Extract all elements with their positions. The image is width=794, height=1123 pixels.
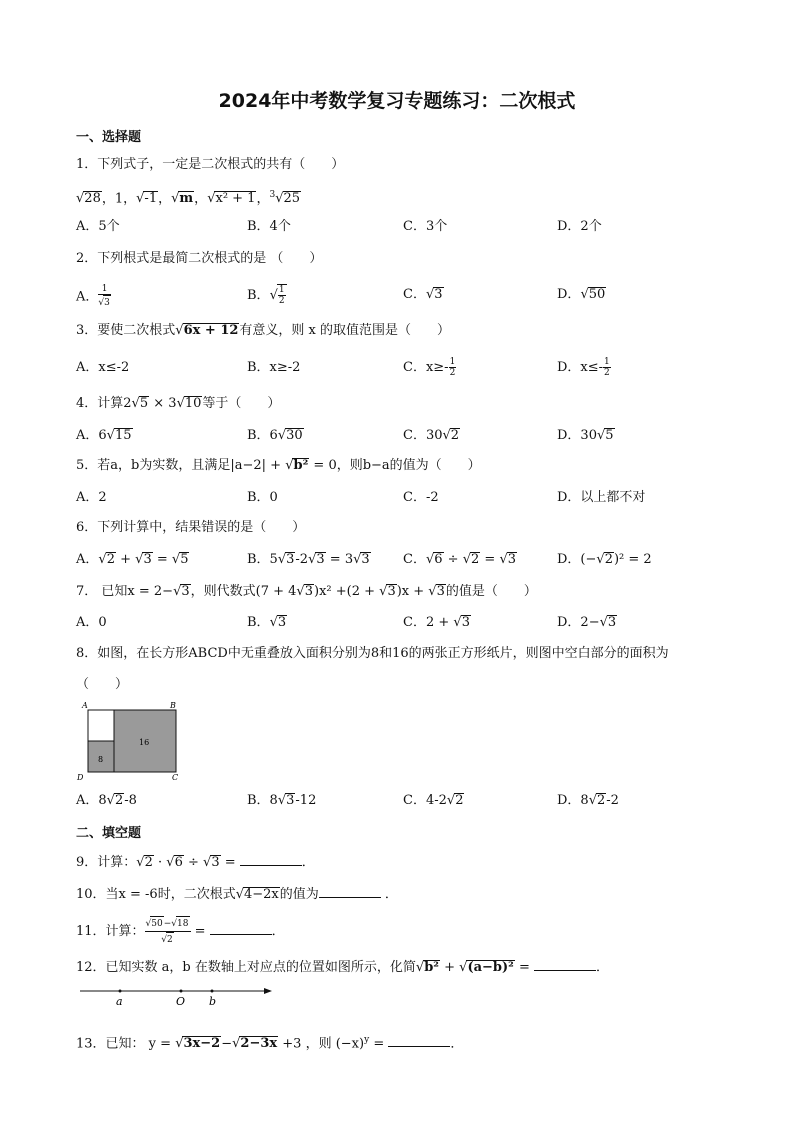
question-6-option-a: A．√ 2 + √ 3 = √ 5 <box>76 551 189 569</box>
answer-blank-13 <box>388 1034 450 1047</box>
answer-blank-10 <box>319 885 381 898</box>
question-6-option-c: C．√ 6 ÷ √ 2 = √ 3 <box>403 551 517 569</box>
question-12: 12．已知实数 a，b 在数轴上对应点的位置如图所示，化简√ b² + √ (a−b)² = ． <box>76 958 609 977</box>
question-1-items: √ 28，1，√ -1，√ m，√ x² + 1，$^3$√ 25 <box>76 186 301 208</box>
question-8-option-d: D．8√ 2-2 <box>557 792 619 810</box>
question-3-option-b: B．x≥-2 <box>247 360 301 375</box>
question-2-option-a: A． 1 √ 3 <box>76 284 111 310</box>
question-3-option-a: A．x≤-2 <box>76 360 130 375</box>
question-1-option-c: C．3个 <box>403 219 448 234</box>
question-5-option-c: C．-2 <box>403 490 439 505</box>
question-2-option-c: C．√ 3 <box>403 286 444 304</box>
section-heading-fill: 二、填空题 <box>76 826 142 841</box>
small-square-label: 8 <box>98 755 104 764</box>
point-o-label: O <box>176 995 186 1008</box>
question-4-option-d: D．30√ 5 <box>557 427 615 445</box>
point-b <box>211 990 214 993</box>
question-5-option-b: B．0 <box>247 490 278 505</box>
rectangle-abcd-figure <box>76 698 186 782</box>
question-7-option-b: B．√ 3 <box>247 614 287 632</box>
vertex-label-c: C <box>172 773 179 782</box>
vertex-label-d: D <box>77 773 84 782</box>
question-6-stem: 6．下列计算中，结果错误的是（ ） <box>76 520 306 535</box>
question-1-option-b: B．4个 <box>247 219 291 234</box>
question-10: 10．当x = -6时，二次根式√ 4−2x的值为 ． <box>76 885 398 904</box>
question-6-option-d: D．(−√ 2)² = 2 <box>557 551 652 569</box>
vertex-label-a: A <box>82 701 88 710</box>
big-square-label: 16 <box>139 738 150 747</box>
answer-blank-11 <box>210 922 272 935</box>
question-1-stem: 1．下列式子，一定是二次根式的共有（ ） <box>76 157 345 172</box>
question-13: 13．已知： y = √ 3x−2−√ 2−3x +3 ，则 $(-x)^y$ = ． <box>76 1031 463 1053</box>
question-4-stem: 4．计算2√ 5 × 3√ 10等于（ ） <box>76 395 280 413</box>
question-3-stem: 3．要使二次根式√ 6x + 12有意义，则 x 的取值范围是（ ） <box>76 322 450 340</box>
question-8-option-c: C．4-2√ 2 <box>403 792 464 810</box>
point-a-label: a <box>116 995 123 1008</box>
question-2-option-d: D．√ 50 <box>557 286 606 304</box>
question-7-option-c: C．2 + √ 3 <box>403 614 471 632</box>
question-4-option-c: C．30√ 2 <box>403 427 460 445</box>
answer-blank-12 <box>534 958 596 971</box>
question-4-option-b: B．6√ 30 <box>247 427 304 445</box>
question-7-option-d: D．2−√ 3 <box>557 614 617 632</box>
vertex-label-b: B <box>170 701 176 710</box>
question-8-stem-brackets: （ ） <box>76 677 129 692</box>
page-title: 2024年中考数学复习专题练习：二次根式 <box>218 90 576 112</box>
question-8-stem: 8．如图，在长方形ABCD中无重叠放入面积分别为8和16的两张正方形纸片，则图中空白部分的面积为 <box>76 646 669 661</box>
number-line-arrow <box>264 988 272 994</box>
question-1-option-d: D．2个 <box>557 219 602 234</box>
question-11: 11．计算： √ 50−√ 18 √ 2 = ． <box>76 916 285 947</box>
question-8-option-a: A．8√ 2-8 <box>76 792 137 810</box>
question-7-option-a: A．0 <box>76 615 107 630</box>
question-2-option-b: B．√ $\frac{1}{2}$ <box>247 284 287 306</box>
question-2-stem: 2．下列根式是最简二次根式的是 （ ） <box>76 251 323 266</box>
question-1-option-a: A．5个 <box>76 219 120 234</box>
question-3-option-d: D．x≤- $\frac{1}{2}$ <box>557 357 610 378</box>
question-5-stem: 5．若a，b为实数，且满足|a−2| + √ b² = 0，则b−a的值为（ ） <box>76 457 481 475</box>
question-5-option-d: D．以上都不对 <box>557 490 646 505</box>
number-line-figure <box>76 982 276 1010</box>
point-b-label: b <box>209 995 217 1008</box>
question-8-option-b: B．8√ 3-12 <box>247 792 316 810</box>
question-5-option-a: A．2 <box>76 490 107 505</box>
section-heading-choice: 一、选择题 <box>76 130 142 145</box>
question-6-option-b: B．5√ 3-2√ 3 = 3√ 3 <box>247 551 371 569</box>
question-9: 9．计算：√ 2 · √ 6 ÷ √ 3 = ． <box>76 853 315 872</box>
question-3-option-c: C．x≥- $\frac{1}{2}$ <box>403 357 456 378</box>
question-4-option-a: A．6√ 15 <box>76 427 133 445</box>
point-o <box>180 990 183 993</box>
question-7-stem: 7． 已知x = 2−√ 3，则代数式(7 + 4√ 3)x² +(2 + √ 3)x + √ 3的值是（ ） <box>76 583 537 601</box>
point-a <box>119 990 122 993</box>
answer-blank-9 <box>240 853 302 866</box>
